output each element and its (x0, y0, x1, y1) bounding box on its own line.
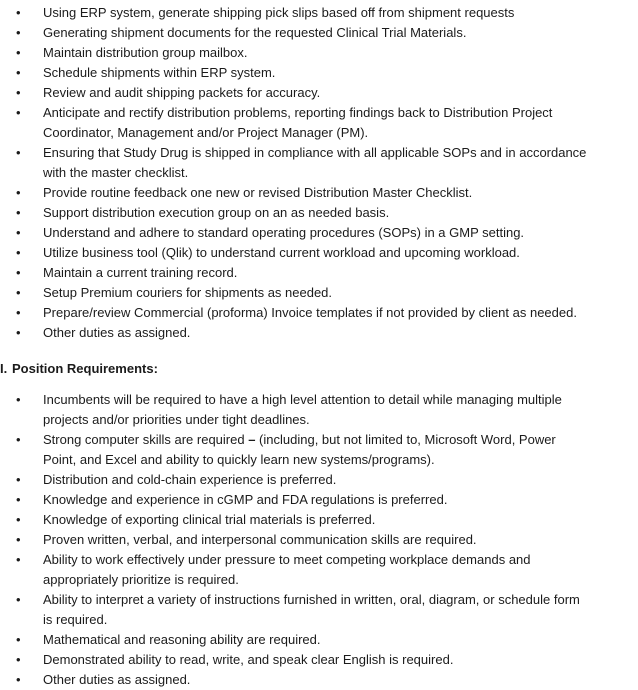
list-item (0, 3, 638, 23)
list-item (0, 470, 638, 490)
list-item-text (43, 590, 638, 630)
list-item-text (43, 263, 638, 283)
requirements-list (0, 390, 638, 690)
text-line: Setup Premium couriers for shipments as needed. (43, 285, 333, 300)
list-item (0, 590, 638, 630)
list-item (0, 103, 638, 143)
list-item (0, 490, 638, 510)
list-item-text (43, 83, 638, 103)
list-item-text (43, 243, 638, 263)
list-item-text (43, 43, 638, 63)
list-item (0, 263, 638, 283)
list-item (0, 303, 638, 323)
list-item-text (43, 323, 638, 343)
bullet-icon: • (16, 305, 21, 320)
bullet-icon: • (16, 145, 21, 160)
bullet-icon: • (16, 672, 21, 687)
text-line: Mathematical and reasoning ability are required. (43, 632, 321, 647)
list-item-text (43, 670, 638, 690)
list-item (0, 390, 638, 430)
text-line: Understand and adhere to standard operating procedures (SOPs) in a GMP setting. (43, 225, 525, 240)
list-item (0, 83, 638, 103)
list-item (0, 43, 638, 63)
list-item (0, 630, 638, 650)
bullet-icon: • (16, 492, 21, 507)
bullet-icon: • (16, 532, 21, 547)
bullet-icon: • (16, 592, 21, 607)
text-line: Review and audit shipping packets for accuracy. (43, 85, 321, 100)
bullet-icon: • (16, 245, 21, 260)
bullet-icon: • (16, 652, 21, 667)
list-item (0, 670, 638, 690)
list-item-text (43, 23, 638, 43)
text-line: with the master checklist. (43, 165, 189, 180)
text-line: appropriately prioritize is required. (43, 572, 239, 587)
text-line: projects and/or priorities under tight deadlines. (43, 412, 310, 427)
text-line: Support distribution execution group on an as needed basis. (43, 205, 390, 220)
list-item (0, 530, 638, 550)
list-item (0, 63, 638, 83)
list-item-text (43, 470, 638, 490)
text-line: Ability to work effectively under pressure to meet competing workplace demands and (43, 552, 531, 567)
list-item (0, 223, 638, 243)
text-line: Demonstrated ability to read, write, and speak clear English is required. (43, 652, 454, 667)
text-line: Other duties as assigned. (43, 325, 191, 340)
list-item (0, 510, 638, 530)
bullet-icon: • (16, 5, 21, 20)
bullet-icon: • (16, 392, 21, 407)
list-item-text (43, 630, 638, 650)
text-line: Ensuring that Study Drug is shipped in compliance with all applicable SOPs and in accordance (43, 145, 587, 160)
list-item-text (43, 63, 638, 83)
text-line: Prepare/review Commercial (proforma) Invoice templates if not provided by client as needed. (43, 305, 577, 320)
bullet-icon: • (16, 85, 21, 100)
text-line: Proven written, verbal, and interpersonal communication skills are required. (43, 532, 477, 547)
list-item-text (43, 283, 638, 303)
list-item-text (43, 303, 638, 323)
list-item (0, 430, 638, 470)
bullet-icon: • (16, 205, 21, 220)
bullet-icon: • (16, 285, 21, 300)
text-line (43, 430, 638, 450)
bullet-icon: • (16, 185, 21, 200)
list-item (0, 143, 638, 183)
list-item (0, 23, 638, 43)
bullet-icon: • (16, 325, 21, 340)
text-line: Schedule shipments within ERP system. (43, 65, 276, 80)
text-line: Coordinator, Management and/or Project Manager (PM). (43, 125, 369, 140)
text-line: Incumbents will be required to have a high level attention to detail while managing multiple (43, 392, 562, 407)
list-item-text (43, 550, 638, 590)
list-item-text (43, 103, 638, 143)
list-item-text (43, 203, 638, 223)
list-item (0, 203, 638, 223)
list-item-text (43, 3, 638, 23)
list-item-text (43, 223, 638, 243)
bullet-icon: • (16, 45, 21, 60)
list-item (0, 550, 638, 590)
text-line: Maintain distribution group mailbox. (43, 45, 248, 60)
list-item-text (43, 183, 638, 203)
bullet-icon: • (16, 225, 21, 240)
list-item-text (43, 530, 638, 550)
list-item (0, 283, 638, 303)
text-line: Provide routine feedback one new or revised Distribution Master Checklist. (43, 185, 473, 200)
text-line: Knowledge of exporting clinical trial materials is preferred. (43, 512, 376, 527)
bullet-icon: • (16, 512, 21, 527)
text-line: Ability to interpret a variety of instructions furnished in written, oral, diagram, or schedule form (43, 592, 580, 607)
list-item (0, 243, 638, 263)
requirements-heading (0, 359, 638, 379)
text-segment: – (248, 432, 256, 447)
text-line: Point, and Excel and ability to quickly learn new systems/programs). (43, 452, 435, 467)
bullet-icon: • (16, 632, 21, 647)
text-line: Distribution and cold-chain experience is preferred. (43, 472, 337, 487)
text-line: Utilize business tool (Qlik) to understand current workload and upcoming workload. (43, 245, 520, 260)
text-line: Other duties as assigned. (43, 672, 191, 687)
bullet-icon: • (16, 265, 21, 280)
list-item (0, 183, 638, 203)
list-item-text (43, 430, 638, 470)
bullet-icon: • (16, 65, 21, 80)
list-item-text (43, 143, 638, 183)
text-line: Maintain a current training record. (43, 265, 238, 280)
bullet-icon: • (16, 25, 21, 40)
text-line: Anticipate and rectify distribution problems, reporting findings back to Distribution Project (43, 105, 553, 120)
duties-list (0, 3, 638, 343)
text-segment: Strong computer skills are required (43, 432, 249, 447)
list-item (0, 323, 638, 343)
bullet-icon: • (16, 552, 21, 567)
text-line: Knowledge and experience in cGMP and FDA regulations is preferred. (43, 492, 448, 507)
bullet-icon: • (16, 432, 21, 447)
text-line: Generating shipment documents for the requested Clinical Trial Materials. (43, 25, 467, 40)
heading-numeral: I. (0, 361, 8, 376)
bullet-icon: • (16, 472, 21, 487)
bullet-icon: • (16, 105, 21, 120)
list-item-text (43, 650, 638, 670)
list-item-text (43, 390, 638, 430)
list-item-text (43, 490, 638, 510)
list-item-text (43, 510, 638, 530)
text-line: Using ERP system, generate shipping pick slips based off from shipment requests (43, 5, 515, 20)
text-segment: (including, but not limited to, Microsoft Word, Power (255, 432, 556, 447)
text-line: is required. (43, 612, 108, 627)
heading-text: Position Requirements: (12, 361, 158, 376)
list-item (0, 650, 638, 670)
